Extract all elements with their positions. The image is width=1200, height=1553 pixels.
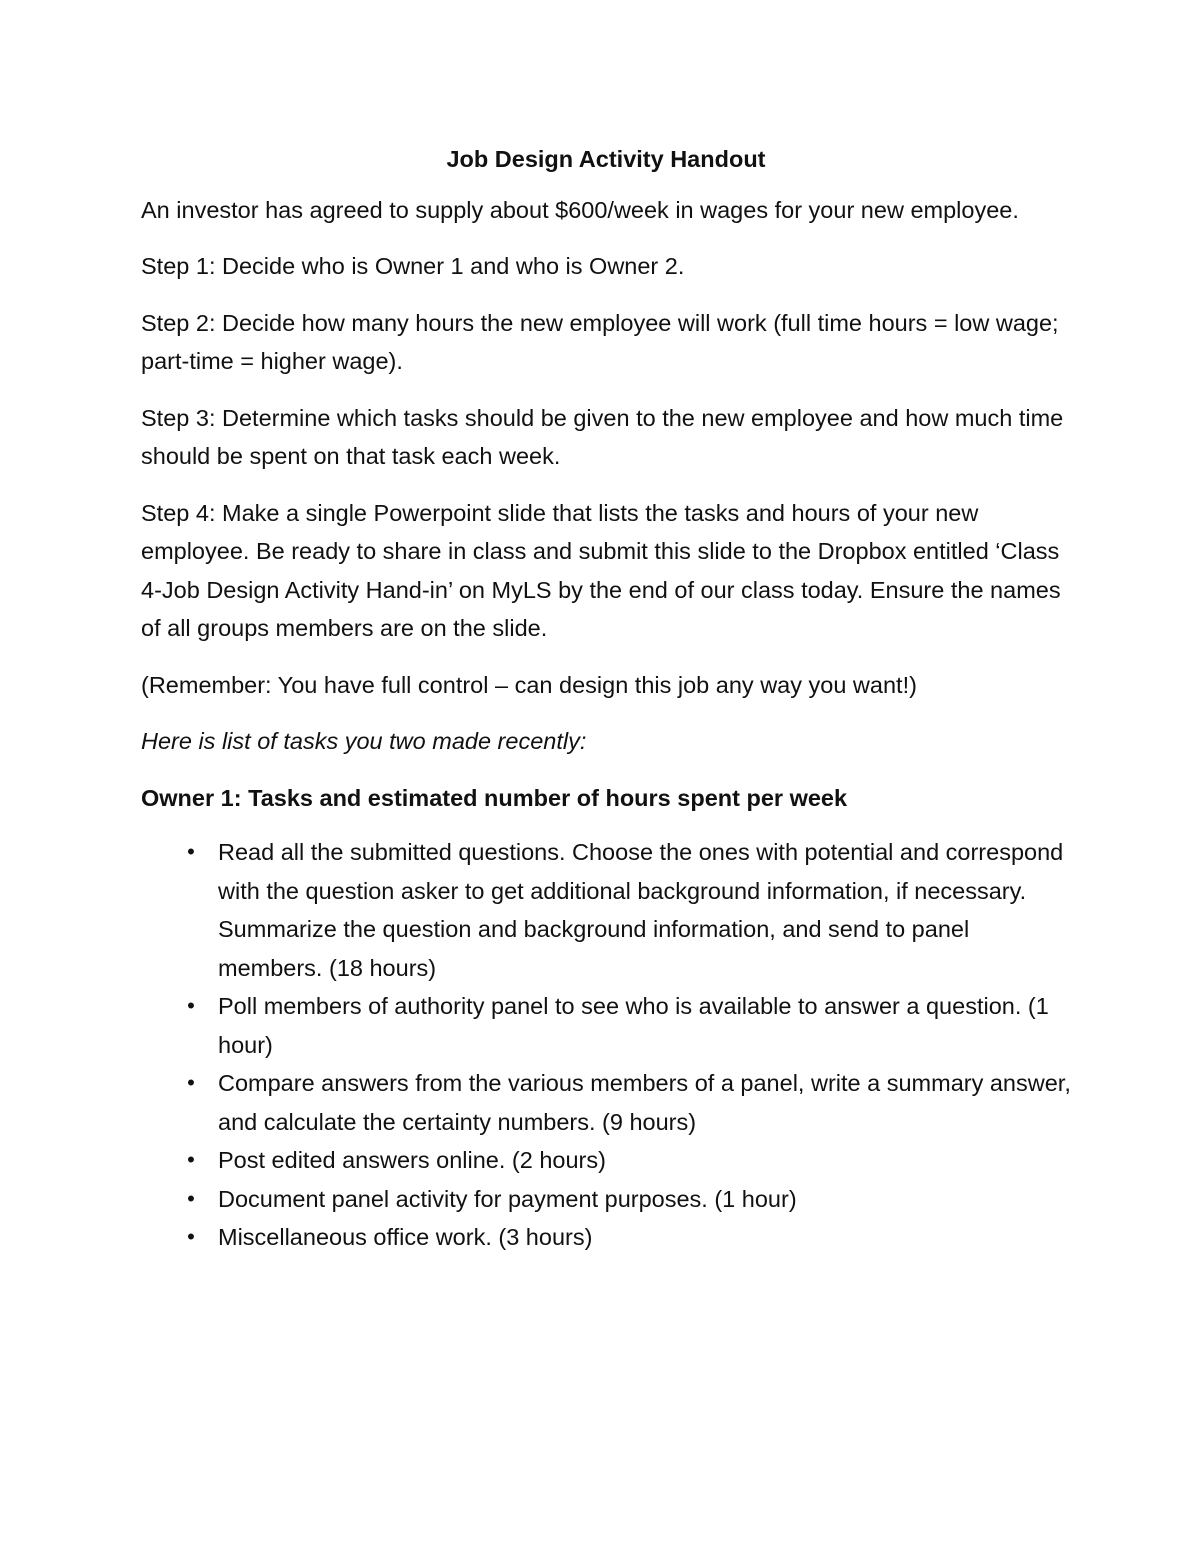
bullet-icon: •: [187, 1070, 195, 1095]
bullet-icon: •: [187, 993, 195, 1018]
reminder-paragraph: (Remember: You have full control – can design this job any way you want!): [141, 671, 917, 698]
list-item: [141, 1064, 1071, 1141]
list-item: [141, 833, 1071, 987]
list-item: [141, 1141, 1071, 1180]
step-2: Step 2: Decide how many hours the new employee will work (full time hours = low wage; part-time = higher wage).: [141, 309, 1059, 374]
intro-paragraph: An investor has agreed to supply about $600/week in wages for your new employee.: [141, 196, 1019, 223]
task-text: Miscellaneous office work. (3 hours): [218, 1224, 593, 1250]
bullet-icon: •: [187, 1185, 195, 1211]
list-item: [141, 1218, 1071, 1257]
list-item: [141, 1180, 1071, 1219]
step-3: Step 3: Determine which tasks should be given to the new employee and how much time should be spent on that task each week.: [141, 404, 1064, 469]
list-item: [141, 987, 1071, 1064]
bullet-icon: •: [187, 1147, 195, 1172]
bullet-icon: •: [187, 839, 195, 864]
task-list-intro: Here is list of tasks you two made recently:: [141, 728, 587, 754]
task-text: Compare answers from the various members of a panel, write a summary answer, and calculate the certainty numbers. (9 hours): [218, 1070, 1071, 1135]
document-page: [141, 140, 1071, 1257]
document-title: Job Design Activity Handout: [446, 146, 766, 172]
task-text: Read all the submitted questions. Choose the ones with potential and correspond with the question asker to get additional background information, if necessary. Summarize the question and background information, and send to panel members. (18 hours): [218, 839, 1064, 981]
task-text: Document panel activity for payment purposes. (1 hour): [218, 1185, 797, 1212]
owner-1-task-list: [141, 833, 1071, 1257]
task-text: Poll members of authority panel to see who is available to answer a question. (1 hour): [218, 993, 1049, 1058]
step-4: Step 4: Make a single Powerpoint slide that lists the tasks and hours of your new employee. Be ready to share in class and submit this slide to the Dropbox entitled ‘Class 4-Job Design Activity Hand-in’ on MyLS by the end of our class today. Ensure the names of all groups members are on the slide.: [141, 499, 1061, 641]
bullet-icon: •: [187, 1224, 195, 1249]
task-text: Post edited answers online. (2 hours): [218, 1147, 606, 1173]
step-1: Step 1: Decide who is Owner 1 and who is Owner 2.: [141, 253, 685, 279]
owner-1-heading: Owner 1: Tasks and estimated number of hours spent per week: [141, 784, 848, 811]
